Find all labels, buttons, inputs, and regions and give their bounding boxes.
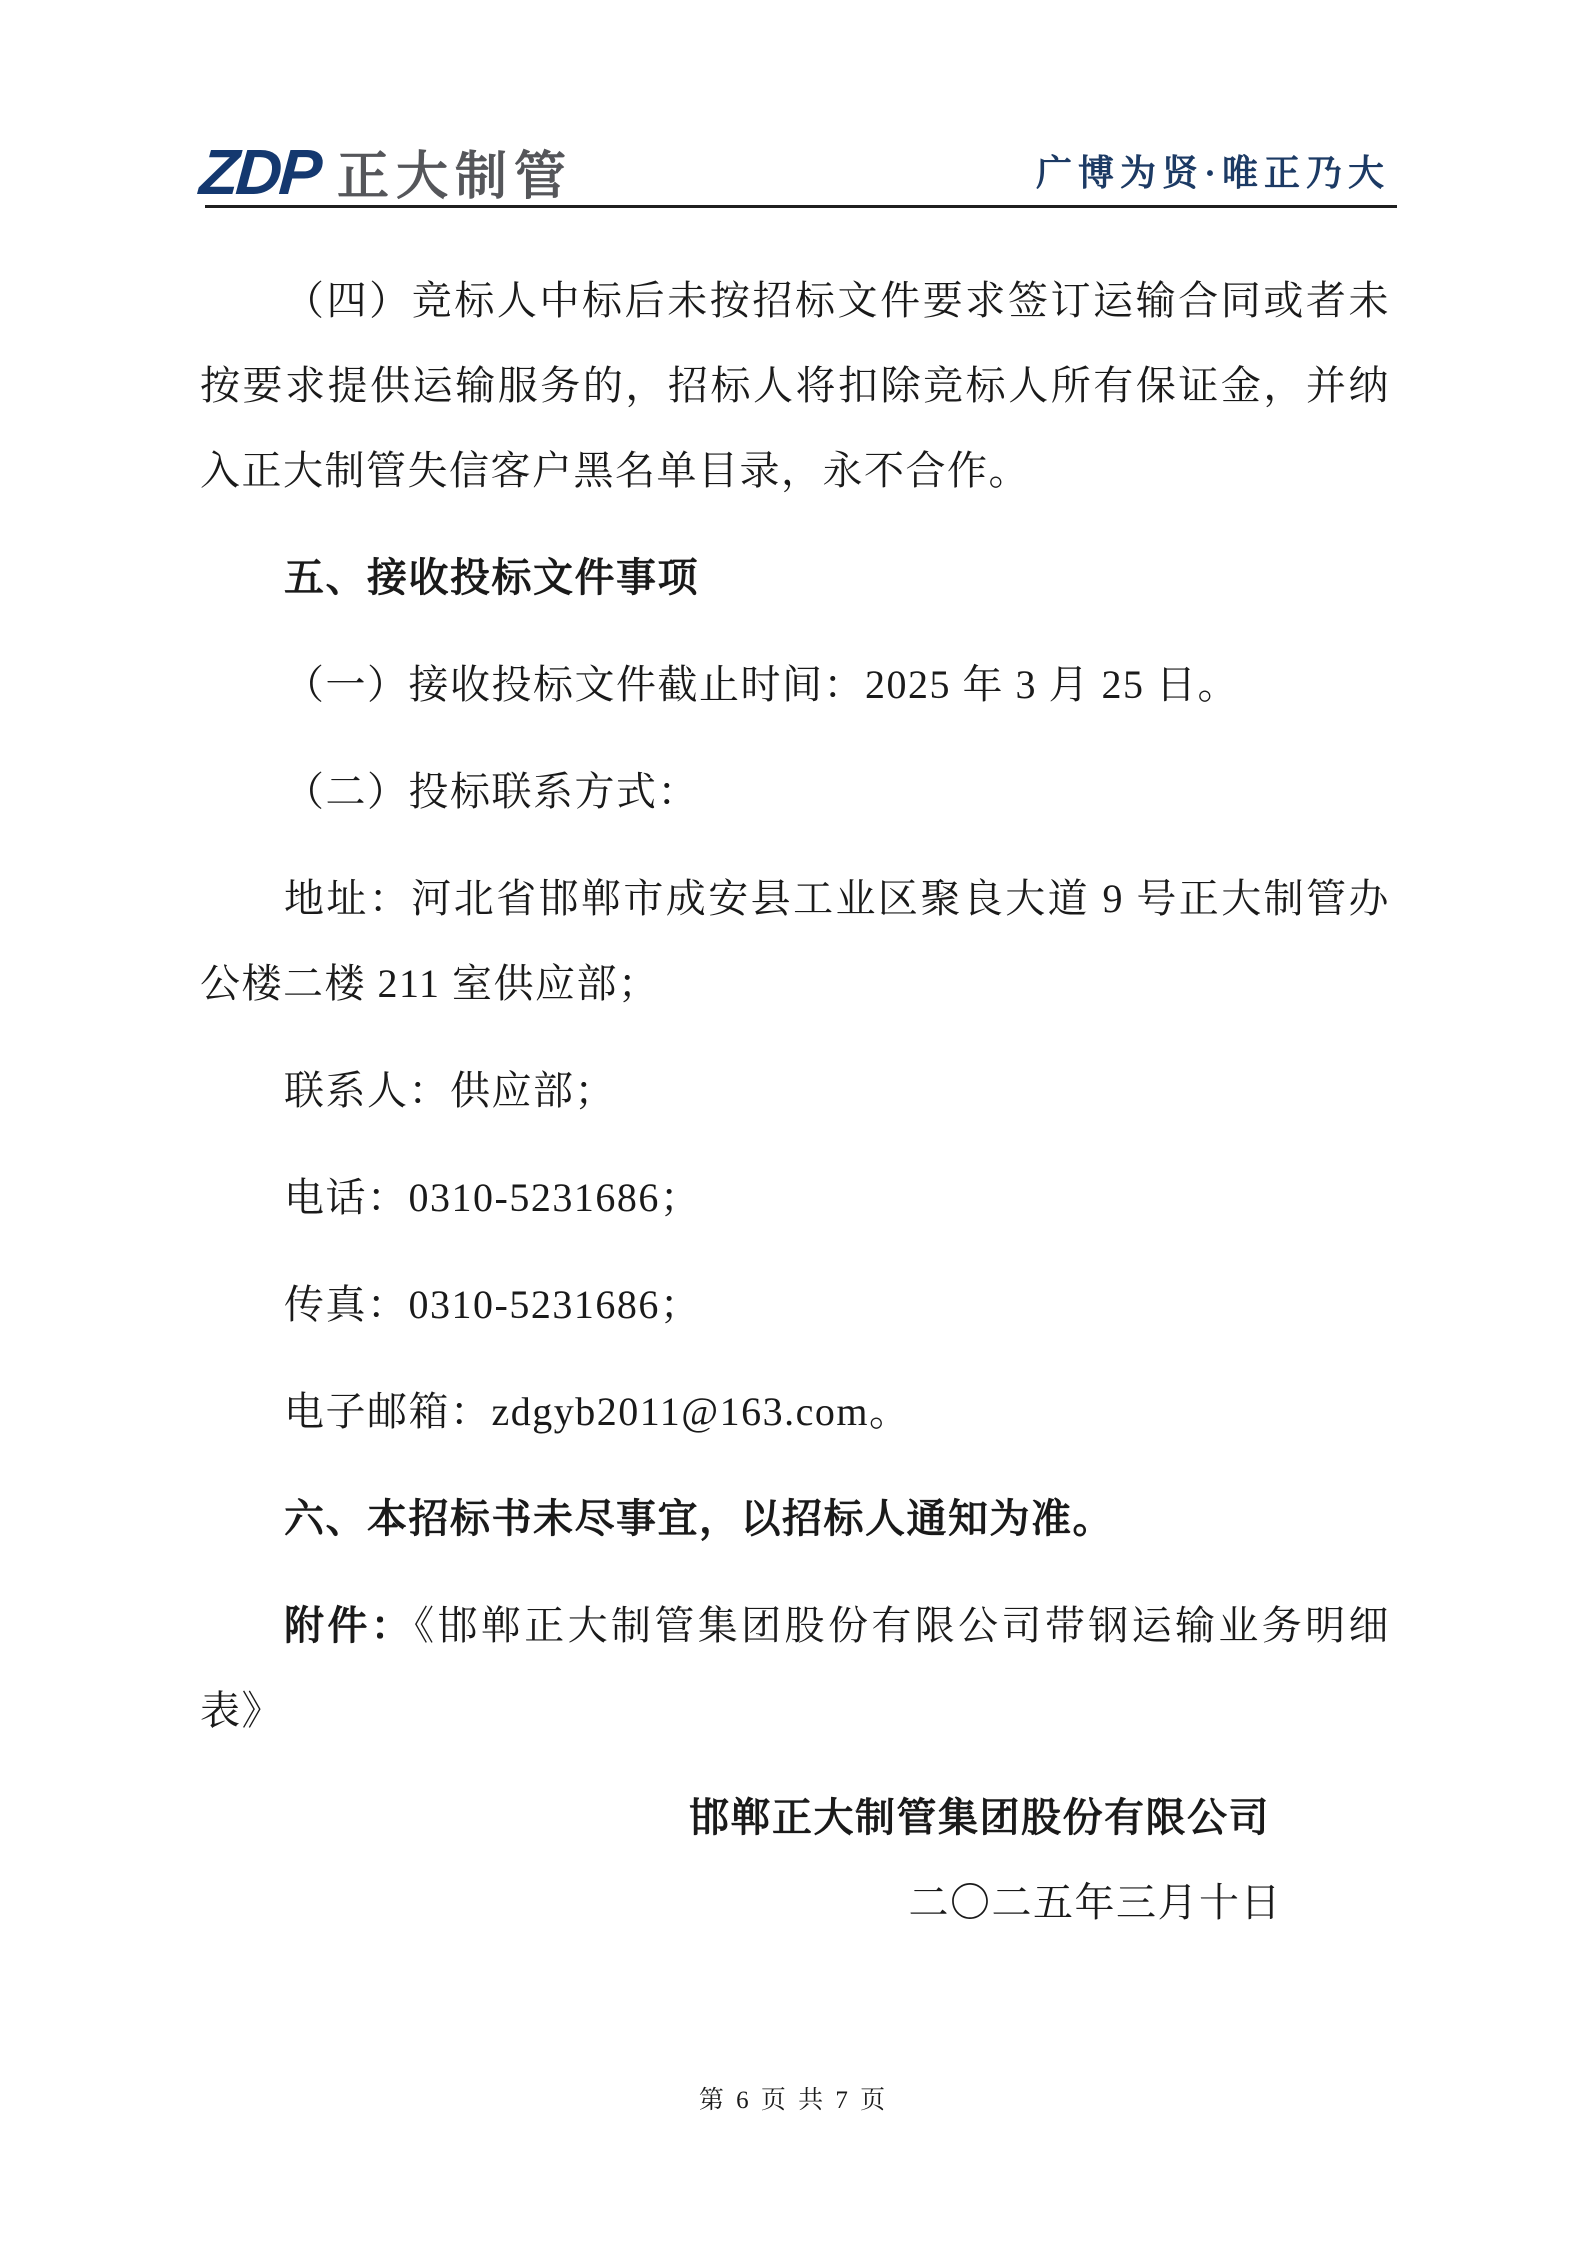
section-heading-6: 六、本招标书未尽事宜，以招标人通知为准。 [284,1496,1114,1541]
address-line: 地址：河北省邯郸市成安县工业区聚良大道 9 号正大制管办 [284,876,1390,921]
company-logo [197,136,574,208]
paragraph-line: 入正大制管失信客户黑名单目录，永不合作。 [200,448,1030,493]
contact-method-line: （二）投标联系方式： [284,769,699,814]
signature-company: 邯郸正大制管集团股份有限公司 [689,1795,1270,1840]
fax-line: 传真：0310-5231686； [284,1282,702,1327]
paragraph-line: （四）竞标人中标后未按招标文件要求签订运输合同或者未 [284,278,1390,323]
page-footer [0,2080,1587,2116]
page-number: 第 6 页 共 7 页 [698,2087,889,2114]
logo-company-name: 正大制管 [337,148,574,206]
address-line-continued: 公楼二楼 211 室供应部； [200,961,660,1006]
phone-line: 电话：0310-5231686； [284,1175,702,1220]
paragraph-line: 按要求提供运输服务的，招标人将扣除竞标人所有保证金，并纳 [200,363,1390,408]
document-body [200,258,1390,1945]
header-divider [205,205,1397,208]
deadline-line: （一）接收投标文件截止时间：2025 年 3 月 25 日。 [284,662,1239,707]
page-header [197,122,1390,208]
email-line: 电子邮箱：zdgyb2011@163.com。 [284,1389,911,1434]
section-heading-5: 五、接收投标文件事项 [284,555,699,600]
attachment-line-continued: 表》 [200,1688,283,1733]
attachment-line [200,1583,1390,1668]
attachment-title: 《邯郸正大制管集团股份有限公司带钢运输业务明细 [414,1603,1390,1648]
company-slogan: 广博为贤·唯正乃大 [1035,153,1390,193]
logo-zdp-icon: ZDP [197,136,322,208]
signature-date: 二〇二五年三月十日 [908,1880,1282,1925]
contact-person-line: 联系人：供应部； [284,1068,616,1113]
attachment-label: 附件： [284,1603,415,1648]
